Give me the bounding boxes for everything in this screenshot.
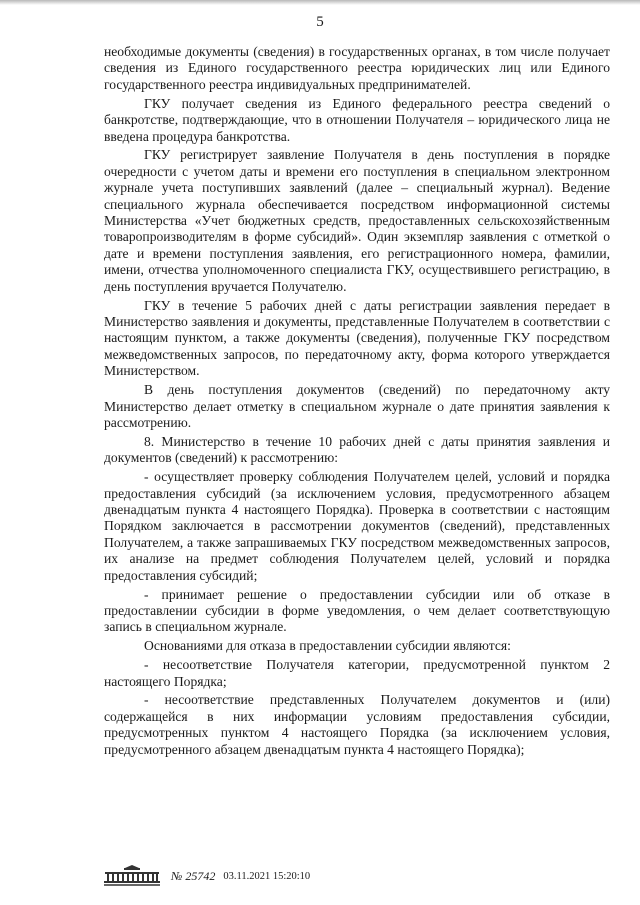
paragraph: ГКУ в течение 5 рабочих дней с даты регистрации заявления передает в Министерство заявления и документы, представленные Получателем в соответствии с настоящим пунктом, а также документы (сведения), полученные ГКУ посредством межведомственных запросов, по передаточному акту, форма которого утверждается Министерством. <box>104 297 610 379</box>
paragraph: ГКУ получает сведения из Единого федерального реестра сведений о банкротстве, подтверждающие, что в отношении Получателя – юридического лица не введена процедура банкротства. <box>104 95 610 144</box>
paragraph: ГКУ регистрирует заявление Получателя в день поступления в порядке очередности с учетом даты и времени его поступления в специальном электронном журнале учета поступивших заявлений (далее – специальный журнал). Ведение специального журнала обеспечивается посредством информационной системы Министерства «Учет бюджетных средств, предоставленных сельскохозяйственным товаропроизводителям в форме субсидий». Один экземпляр заявления с отметкой о дате и времени поступления заявления, его регистрационного номера, фамилии, имени, отчества уполномоченного специалиста ГКУ, осуществившего регистрацию, в день поступления вручается Получателю. <box>104 147 610 294</box>
paragraph: В день поступления документов (сведений) по передаточному акту Министерство делает отметку в специальном журнале о дате принятия заявления к рассмотрению. <box>104 382 610 430</box>
paragraph: - несоответствие представленных Получателем документов и (или) содержащейся в них информации условиям предоставления субсидии, предусмотренных пунктом 4 настоящего Порядка (за исключением условия, предусмотренного абзацем двенадцатым пункта 4 настоящего Порядка); <box>104 692 610 757</box>
paragraph: - несоответствие Получателя категории, предусмотренной пунктом 2 настоящего Порядка; <box>104 657 610 689</box>
paragraph: необходимые документы (сведения) в государственных органах, в том числе получает сведения из Единого государственного реестра юридических лиц или Единого государственного реестра индивидуальных предпринимателей. <box>104 44 610 92</box>
document-number: № 25742 <box>171 868 216 883</box>
paragraph: - осуществляет проверку соблюдения Получателем целей, условий и порядка предоставления субсидий (за исключением условия, предусмотренного абзацем двенадцатым пункта 4 настоящего Порядка). Проверка в соответствии с настоящим Порядком заключается в рассмотрении документов (сведений), представленных Получателем, а также запрашиваемых ГКУ посредством межведомственных запросов, их анализе на предмет соблюдения Получателем целей, условий и порядка предоставления субсидий; <box>104 469 610 583</box>
scan-top-edge <box>0 0 640 5</box>
footer-stamp <box>103 864 310 888</box>
paragraph: - принимает решение о предоставлении субсидии или об отказе в предоставлении субсидии в форме уведомления, о чем делает соответствующую запись в специальном журнале. <box>104 586 610 635</box>
document-datetime: 03.11.2021 15:20:10 <box>223 870 311 882</box>
page-number: 5 <box>316 14 324 30</box>
government-building-logo <box>103 865 161 887</box>
paragraph: 8. Министерство в течение 10 рабочих дней с даты принятия заявления и документов (сведений) к рассмотрению: <box>104 433 610 466</box>
document-body <box>104 44 610 761</box>
paragraph: Основаниями для отказа в предоставлении субсидии являются: <box>144 638 511 654</box>
